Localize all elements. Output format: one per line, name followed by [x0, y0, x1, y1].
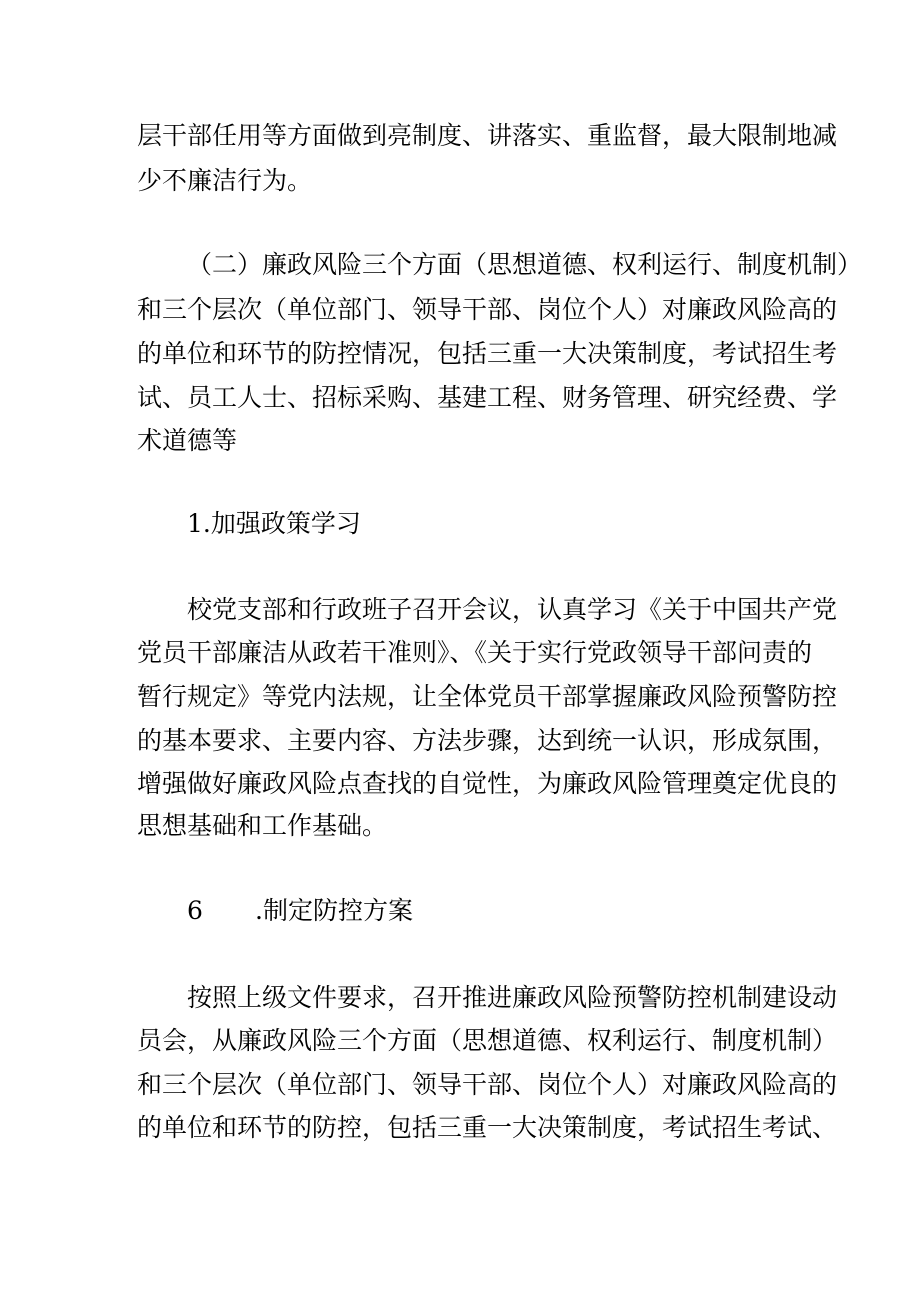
section-heading-number: 6 — [187, 896, 203, 925]
paragraph-line: 党员干部廉洁从政若干准则》、《关于实行党政领导干部问责的 — [137, 638, 813, 667]
paragraph-line: 暂行规定》等党内法规，让全体党员干部掌握廉政风险预警防控 — [137, 682, 838, 711]
paragraph-line: 的基本要求、主要内容、方法步骤，达到统一认识，形成氛围， — [137, 726, 838, 755]
paragraph-line: 的单位和环节的防控，包括三重一大决策制度，考试招生考试、 — [137, 1113, 838, 1142]
paragraph-line: 少不廉洁行为。 — [137, 166, 313, 195]
section-heading-text: .制定防控方案 — [255, 896, 413, 925]
paragraph-line: 思想基础和工作基础。 — [137, 811, 388, 840]
paragraph-line: 按照上级文件要求，召开推进廉政风险预警防控机制建设动 — [187, 983, 838, 1012]
paragraph-line: 增强做好廉政风险点查找的自觉性，为廉政风险管理奠定优良的 — [137, 769, 838, 798]
paragraph-line: 和三个层次（单位部门、领导干部、岗位个人）对廉政风险高的 — [137, 295, 838, 324]
paragraph-line: 术道德等 — [137, 426, 238, 455]
paragraph-line: 试、员工人士、招标采购、基建工程、财务管理、研究经费、学 — [137, 383, 838, 412]
section-heading: 1.加强政策学习 — [187, 509, 361, 538]
paragraph-line: （二）廉政风险三个方面（思想道德、权利运行、制度机制） — [187, 250, 863, 279]
paragraph-line: 和三个层次（单位部门、领导干部、岗位个人）对廉政风险高的 — [137, 1070, 838, 1099]
paragraph-line: 校党支部和行政班子召开会议，认真学习《关于中国共产党 — [187, 595, 838, 624]
section-heading — [187, 896, 413, 926]
paragraph-line: 的单位和环节的防控情况，包括三重一大决策制度，考试招生考 — [137, 339, 838, 368]
paragraph-line: 层干部任用等方面做到亮制度、讲落实、重监督，最大限制地减 — [137, 121, 838, 150]
paragraph-line: 员会，从廉政风险三个方面（思想道德、权利运行、制度机制） — [137, 1026, 838, 1055]
